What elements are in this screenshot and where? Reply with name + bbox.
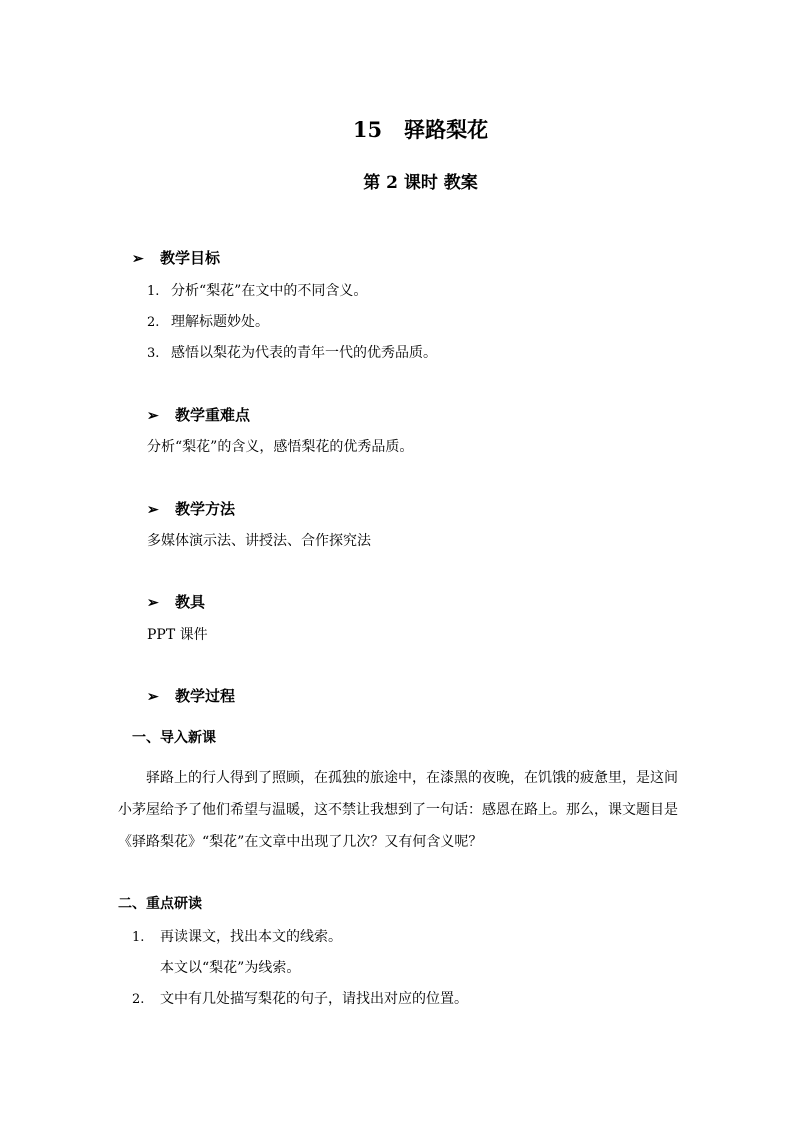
- objectives-heading-text: 教学目标: [160, 249, 221, 267]
- objective-index: 1.: [147, 284, 160, 299]
- objective-item: [147, 280, 367, 300]
- lesson-number: 15: [352, 117, 383, 142]
- arrow-bullet-icon: ➢: [132, 251, 144, 267]
- tools-heading-text: 教具: [175, 593, 206, 611]
- process-heading-text: 教学过程: [175, 687, 236, 705]
- objective-item: [147, 342, 437, 362]
- methods-heading: [147, 498, 235, 519]
- page-subtitle: 第 2 课时 教案: [363, 173, 478, 193]
- objective-text: 感悟以梨花为代表的青年一代的优秀品质。: [171, 345, 437, 361]
- tools-heading: [147, 591, 205, 612]
- section-one-title: 一、导入新课: [132, 730, 216, 746]
- section-one-paragraph: 驿路上的行人得到了照顾，在孤独的旅途中，在漆黑的夜晚，在饥饿的疲惫里，是这间小茅屋给予了他们希望与温暖，这不禁让我想到了一句话：感恩在路上。那么，课文题目是《驿路梨花》“梨花”在文章中出现了几次？又有何含义呢？: [118, 770, 678, 850]
- arrow-bullet-icon: ➢: [147, 408, 159, 424]
- key-points-heading: [147, 404, 250, 425]
- arrow-bullet-icon: ➢: [147, 502, 159, 518]
- study-item: [132, 988, 468, 1008]
- arrow-bullet-icon: ➢: [147, 689, 159, 705]
- key-points-heading-text: 教学重难点: [175, 406, 251, 424]
- arrow-bullet-icon: ➢: [147, 595, 159, 611]
- methods-heading-text: 教学方法: [175, 500, 236, 518]
- objective-index: 2.: [147, 315, 160, 330]
- study-answer: 本文以“梨花”为线索。: [160, 960, 301, 976]
- objectives-heading: [132, 247, 220, 268]
- tools-text: PPT 课件: [147, 627, 208, 643]
- objective-text: 理解标题妙处。: [171, 314, 269, 330]
- lesson-title: 驿路梨花: [404, 117, 489, 142]
- study-index: 1.: [132, 930, 145, 945]
- key-points-text: 分析“梨花”的含义，感悟梨花的优秀品质。: [147, 439, 414, 455]
- objective-item: [147, 311, 269, 331]
- study-text: 文中有几处描写梨花的句子，请找出对应的位置。: [160, 991, 468, 1007]
- study-index: 2.: [132, 992, 145, 1007]
- study-item: [132, 926, 342, 946]
- objective-index: 3.: [147, 346, 160, 361]
- methods-text: 多媒体演示法、讲授法、合作探究法: [147, 533, 371, 549]
- study-text: 再读课文，找出本文的线索。: [160, 929, 342, 945]
- process-heading: [147, 685, 235, 706]
- objective-text: 分析“梨花”在文中的不同含义。: [171, 283, 368, 299]
- page-title: [0, 114, 793, 144]
- section-two-title: 二、重点研读: [118, 896, 202, 912]
